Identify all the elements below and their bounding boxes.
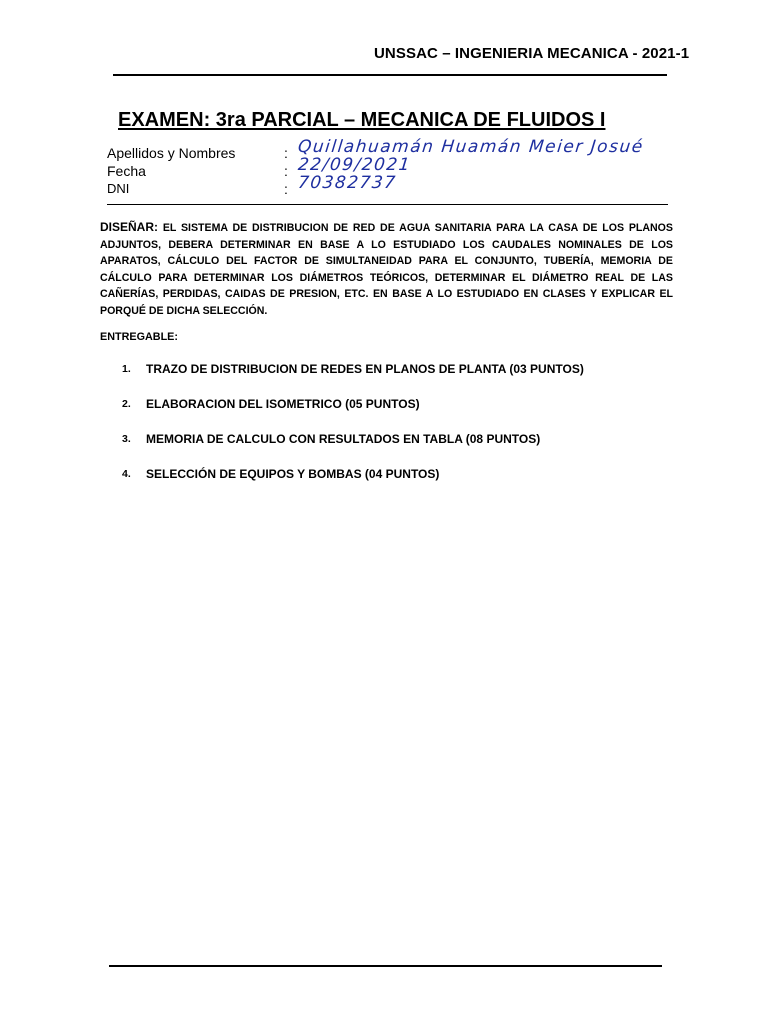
- list-item-text: SELECCIÓN DE EQUIPOS Y BOMBAS (04 PUNTOS): [146, 467, 440, 481]
- field-date-value: 22/09/2021: [296, 155, 413, 175]
- design-body: EL SISTEMA DE DISTRIBUCION DE RED DE AGUA SANITARIA PARA LA CASA DE LOS PLANOS ADJUNTOS, DEBERA DETERMINAR EN BASE A LO ESTUDIADO LOS CAUDALES NOMINALES DE LOS APARATOS, CÁLCULO DEL FACTOR DE SIMULTANEIDAD PARA EL CONJUNTO, TUBERÍA, MEMORIA DE CÁLCULO PARA DETERMINAR LOS DIÁMETROS TEÓRICOS, DETERMINAR EL DIÁMETRO REAL DE LAS CAÑERÍAS, PERDIDAS, CAIDAS DE PRESION, ETC. EN BASE A LO ESTUDIADO EN CLASES Y EXPLICAR EL PORQUÉ DE DICHA SELECCIÓN.: [100, 222, 673, 317]
- field-name-colon: :: [284, 145, 288, 161]
- field-name-value: Quillahuamán Huamán Meier Josué: [296, 137, 645, 157]
- field-dni-colon: :: [284, 181, 288, 197]
- deliverables-heading: ENTREGABLE:: [100, 331, 178, 343]
- footer-divider: [109, 965, 662, 967]
- design-lead: DISEÑAR:: [100, 220, 159, 234]
- field-dni-label: DNI: [107, 181, 130, 196]
- field-dni-value: 70382737: [296, 173, 398, 193]
- fields-divider: [107, 204, 668, 205]
- list-item-text: TRAZO DE DISTRIBUCION DE REDES EN PLANOS DE PLANTA (03 PUNTOS): [146, 362, 584, 376]
- list-item-text: ELABORACION DEL ISOMETRICO (05 PUNTOS): [146, 397, 420, 411]
- institution-header: UNSSAC – INGENIERIA MECANICA - 2021-1: [374, 45, 690, 62]
- list-item-text: MEMORIA DE CALCULO CON RESULTADOS EN TABLA (08 PUNTOS): [146, 432, 541, 446]
- list-item-number: 4.: [122, 468, 131, 480]
- exam-title: EXAMEN: 3ra PARCIAL – MECANICA DE FLUIDOS I: [118, 109, 606, 131]
- list-item-number: 3.: [122, 433, 131, 445]
- field-date-label: Fecha: [107, 163, 146, 179]
- list-item-number: 2.: [122, 398, 131, 410]
- field-name-label: Apellidos y Nombres: [107, 145, 236, 161]
- field-date-colon: :: [284, 163, 288, 179]
- header-divider: [113, 74, 667, 76]
- design-instructions: [100, 219, 673, 320]
- list-item-number: 1.: [122, 363, 131, 375]
